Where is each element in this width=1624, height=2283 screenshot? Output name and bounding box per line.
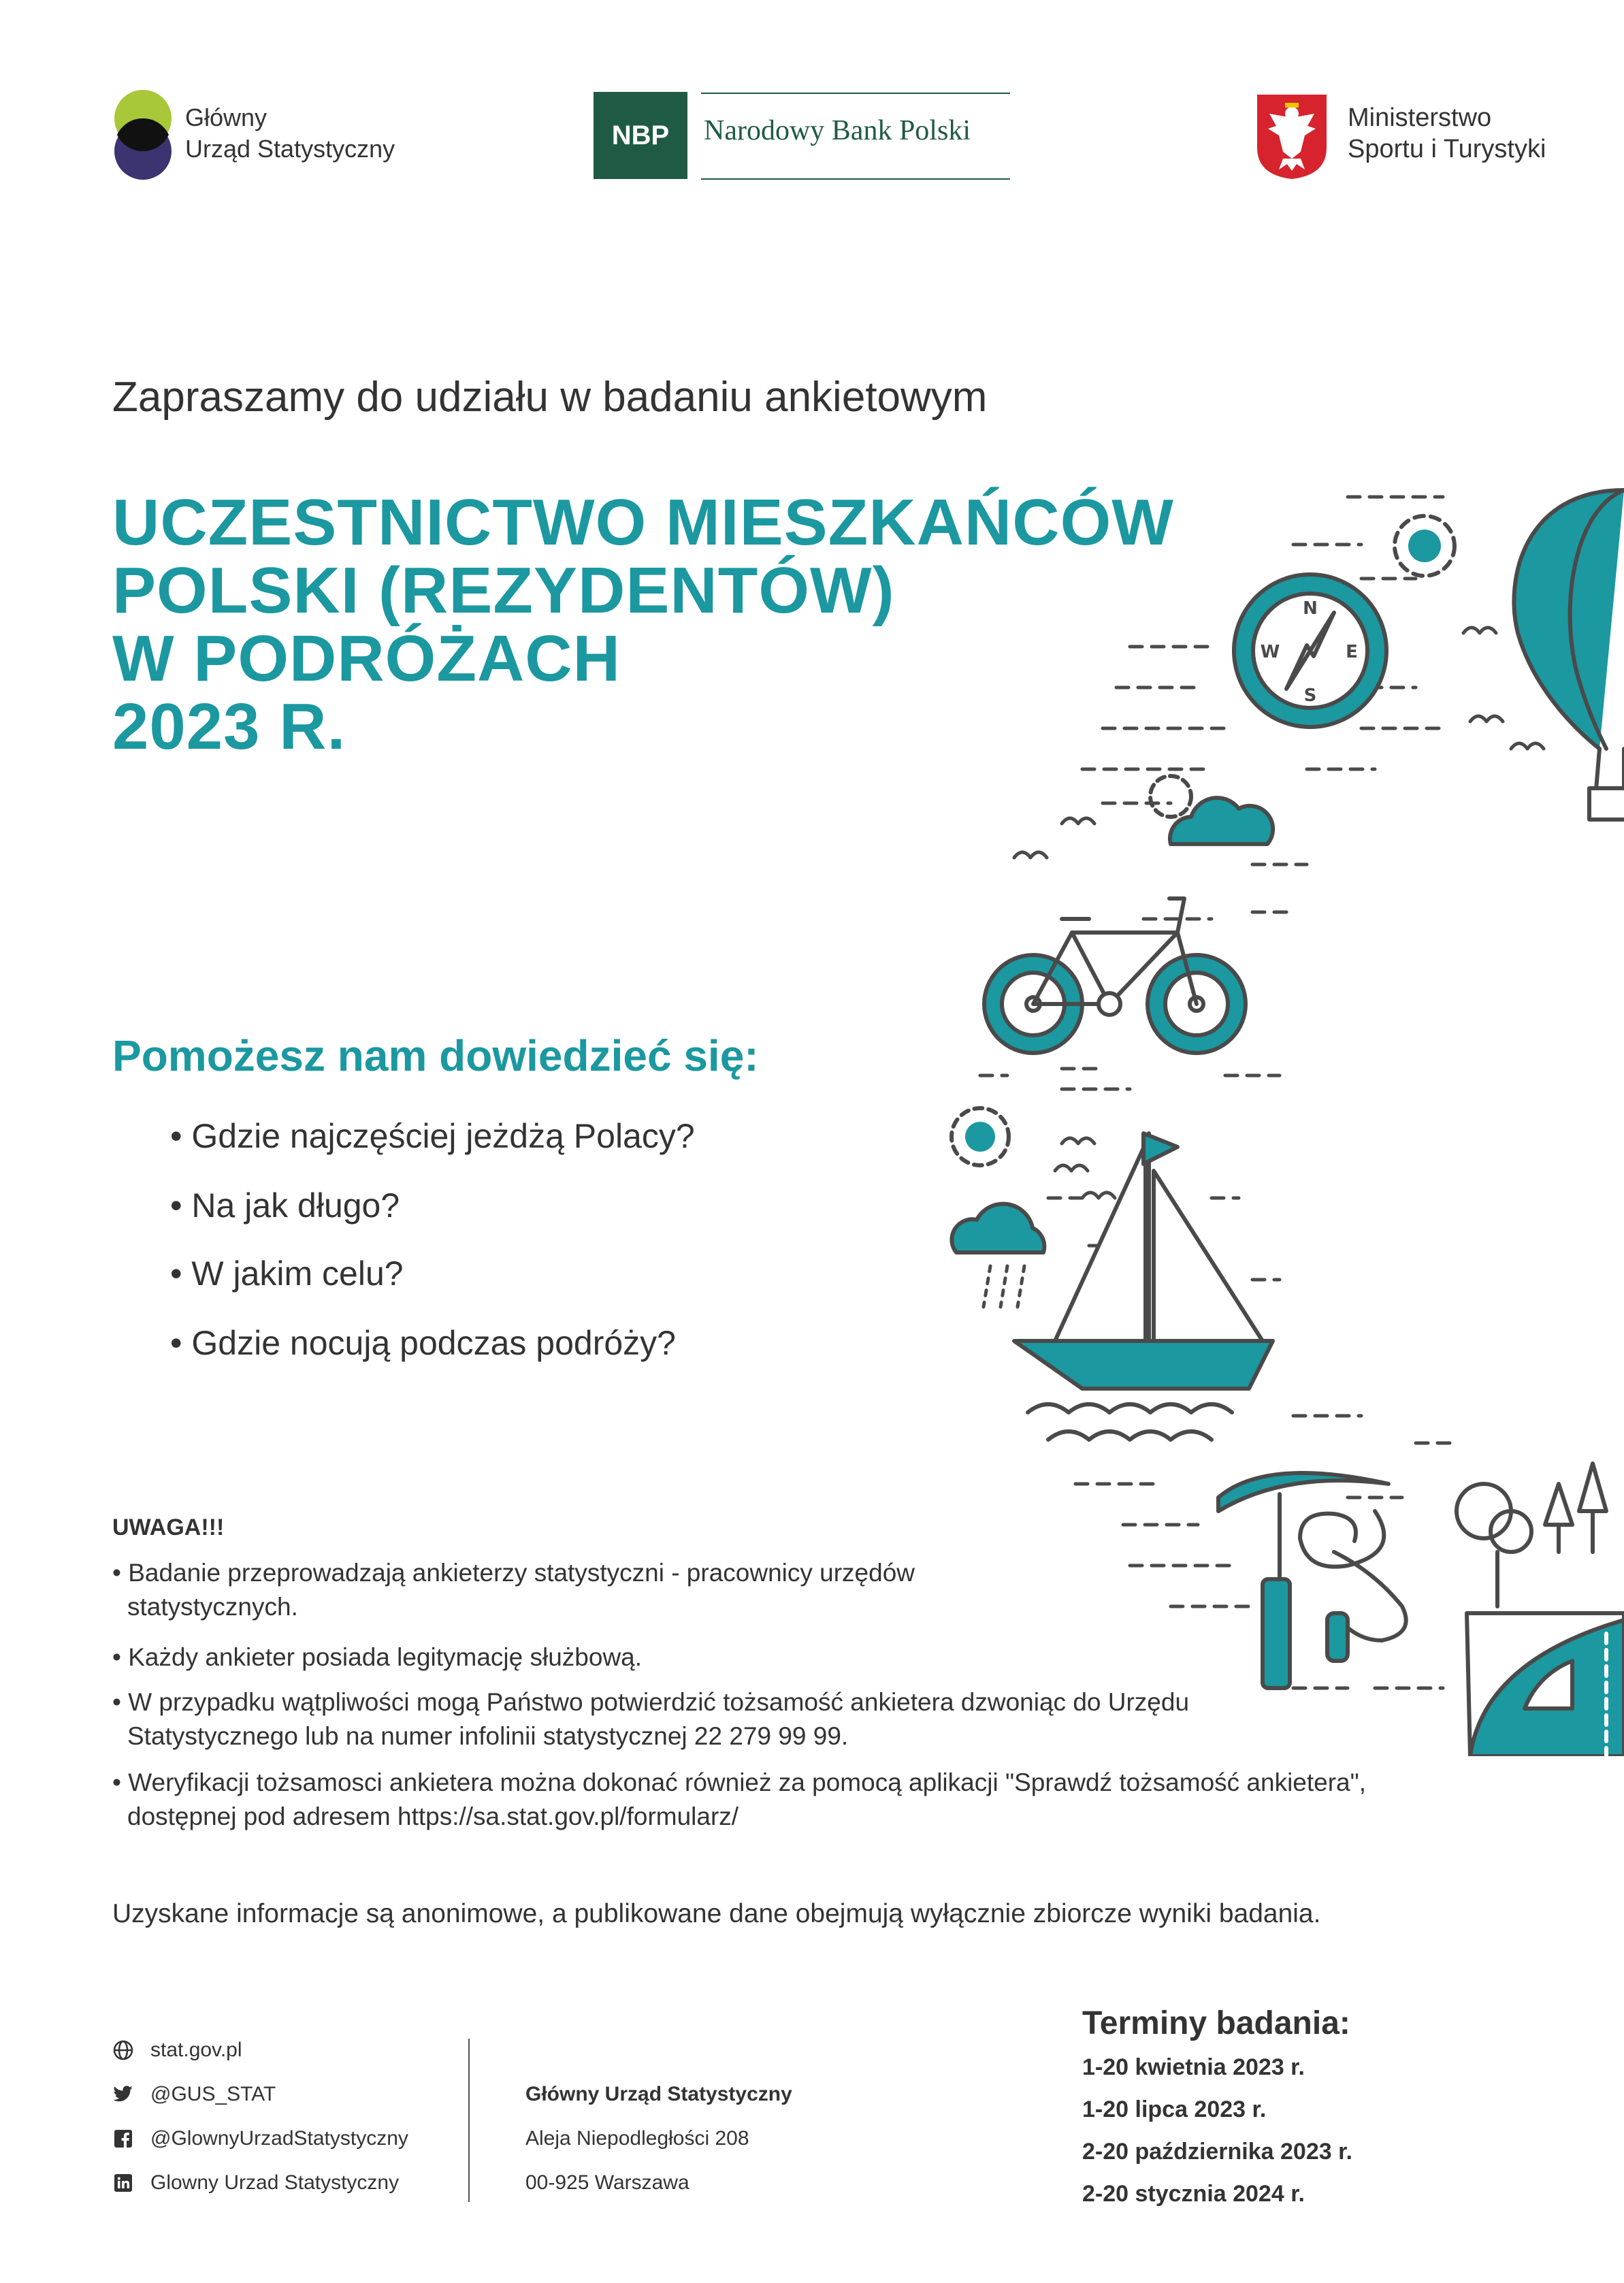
ministry-line2: Sportu i Turystyki — [1348, 135, 1546, 163]
anonymity-note: Uzyskane informacje są anonimowe, a publikowane dane obejmują wyłącznie zbiorcze wyniki badania. — [112, 1899, 1321, 1928]
notice-heading: UWAGA!!! — [112, 1515, 225, 1540]
contact-linkedin[interactable] — [112, 2171, 399, 2195]
compass-letter-e: E — [1346, 642, 1358, 662]
gus-logo-text — [185, 102, 395, 165]
notice-item: • Weryfikacji tożsamosci ankietera można dokonać również za pomocą aplikacji "Sprawdź tożsamość ankietera", dostępnej pod adresem https://sa.stat.gov.pl/formularz/ — [112, 1766, 1420, 1834]
gus-line2: Urząd Statystyczny — [185, 135, 395, 163]
title-line4: 2023 R. — [112, 690, 346, 763]
ministry-line1: Ministerstwo — [1348, 103, 1492, 132]
contact-text: @GlownyUrzadStatystyczny — [150, 2127, 408, 2150]
tent-icon — [1467, 1613, 1624, 1756]
contact-facebook[interactable] — [112, 2127, 408, 2150]
compass-letter-w: W — [1260, 642, 1280, 662]
title-line1: UCZESTNICTWO MIESZKAŃCÓW — [112, 486, 1174, 559]
hot-air-balloon-icon — [1514, 490, 1624, 820]
contact-text: @GUS_STAT — [150, 2083, 276, 2105]
twitter-icon — [112, 2084, 134, 2105]
nbp-abbr: NBP — [611, 120, 670, 150]
notice-item: • Badanie przeprowadzają ankieterzy statystyczni - pracownicy urzędów statystycznych. — [112, 1556, 1080, 1624]
notice-item: • W przypadku wątpliwości mogą Państwo potwierdzić tożsamość ankietera dzwoniąc do Urzędu Statystycznego lub na numer infolinii statystycznej 22 279 99 99. — [112, 1685, 1244, 1753]
title-line2: POLSKI (REZYDENTÓW) — [112, 554, 895, 627]
footer-divider — [468, 2039, 470, 2202]
sun-icon — [1395, 516, 1455, 576]
gus-logo-icon — [110, 88, 176, 184]
invite-text: Zapraszamy do udziału w badaniu ankietowym — [112, 374, 988, 421]
nbp-divider-bottom — [701, 178, 1010, 180]
bicycle-icon — [984, 898, 1246, 1053]
pickaxe-icon — [1218, 1473, 1406, 1688]
question-item: • Na jak długo? — [170, 1186, 400, 1225]
nbp-logo — [594, 92, 687, 179]
term-date: 1-20 kwietnia 2023 r. — [1082, 2054, 1305, 2080]
ministry-logo-text — [1348, 102, 1546, 165]
contact-website[interactable] — [112, 2039, 242, 2062]
term-date: 2-20 października 2023 r. — [1082, 2139, 1352, 2165]
title-line3: W PODRÓŻACH — [112, 622, 621, 695]
contact-twitter[interactable] — [112, 2083, 276, 2106]
cloud-icon — [1150, 776, 1273, 844]
sailboat-icon — [1014, 1133, 1273, 1440]
travel-illustration — [926, 463, 1624, 1760]
eagle-emblem-icon — [1256, 93, 1328, 184]
terms-heading: Terminy badania: — [1082, 2005, 1350, 2041]
address-name: Główny Urząd Statystyczny — [525, 2083, 792, 2105]
nbp-name: Narodowy Bank Polski — [704, 115, 971, 146]
trees-icon — [1457, 1463, 1606, 1606]
contact-text: Glowny Urzad Statystyczny — [150, 2171, 400, 2194]
question-item: • W jakim celu? — [170, 1254, 404, 1293]
sun-icon — [952, 1108, 1009, 1165]
address-city: 00-925 Warszawa — [525, 2171, 689, 2194]
compass-letter-s: S — [1303, 685, 1317, 706]
compass-icon — [1234, 574, 1386, 727]
question-item: • Gdzie najczęściej jeżdżą Polacy? — [170, 1116, 695, 1156]
question-item: • Gdzie nocują podczas podróży? — [170, 1323, 676, 1363]
globe-icon — [112, 2039, 134, 2061]
linkedin-icon — [112, 2172, 134, 2194]
help-heading: Pomożesz nam dowiedzieć się: — [112, 1031, 759, 1080]
facebook-icon — [112, 2128, 134, 2150]
rain-cloud-icon — [952, 1204, 1044, 1307]
term-date: 1-20 lipca 2023 r. — [1082, 2096, 1267, 2122]
gus-line1: Główny — [185, 103, 267, 131]
notice-item: • Każdy ankieter posiada legitymację służbową. — [112, 1640, 1420, 1674]
contact-text: stat.gov.pl — [150, 2039, 242, 2061]
address-street: Aleja Niepodległości 208 — [525, 2127, 749, 2150]
term-date: 2-20 stycznia 2024 r. — [1082, 2181, 1305, 2207]
compass-letter-n: N — [1303, 598, 1318, 619]
nbp-divider-top — [701, 93, 1010, 94]
